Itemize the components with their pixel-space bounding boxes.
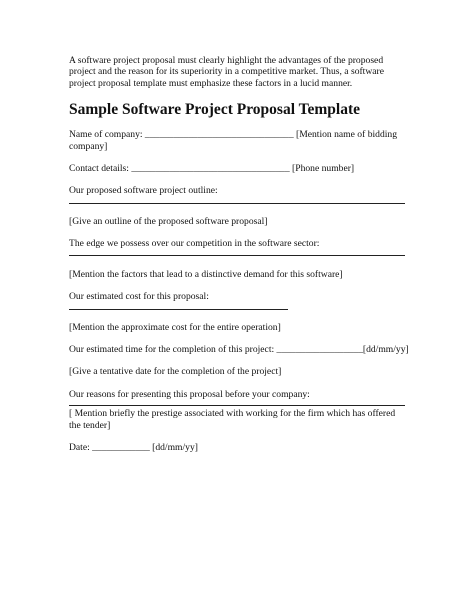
reasons-label: Our reasons for presenting this proposal before your company: <box>69 388 310 400</box>
intro-paragraph: A software project proposal must clearly highlight the advantages of the proposed project and the reason for its superiority in a competitive market. Thus, a software project proposal template must emphasize these factors in a lucid manner. <box>69 55 384 89</box>
time-field: Our estimated time for the completion of this project: __________________[dd/mm/yy] <box>69 343 409 355</box>
outline-hint: [Give an outline of the proposed software proposal] <box>69 215 268 227</box>
document-heading: Sample Software Project Proposal Template <box>69 101 361 119</box>
company-name-field: Name of company: _______________________________ [Mention name of bidding <box>69 129 398 141</box>
document-page <box>69 55 409 453</box>
outline-label: Our proposed software project outline: <box>69 185 218 197</box>
outline-answer-line <box>69 203 405 204</box>
edge-answer-line <box>69 255 405 256</box>
cost-label: Our estimated cost for this proposal: <box>69 291 209 303</box>
edge-hint: [Mention the factors that lead to a distinctive demand for this software] <box>69 268 343 280</box>
date-field: Date: ____________ [dd/mm/yy] <box>69 441 198 453</box>
contact-details-field: Contact details: _________________________________ [Phone number] <box>69 163 355 175</box>
company-name-field-continued: company] <box>69 140 108 152</box>
time-hint: [Give a tentative date for the completion of the project] <box>69 366 282 378</box>
edge-label: The edge we possess over our competition in the software sector: <box>69 238 320 250</box>
reasons-answer-line <box>69 405 405 406</box>
reasons-hint: [ Mention briefly the prestige associated with working for the firm which has offered the tender] <box>69 408 396 431</box>
cost-hint: [Mention the approximate cost for the entire operation] <box>69 322 281 334</box>
cost-answer-line <box>69 309 288 310</box>
